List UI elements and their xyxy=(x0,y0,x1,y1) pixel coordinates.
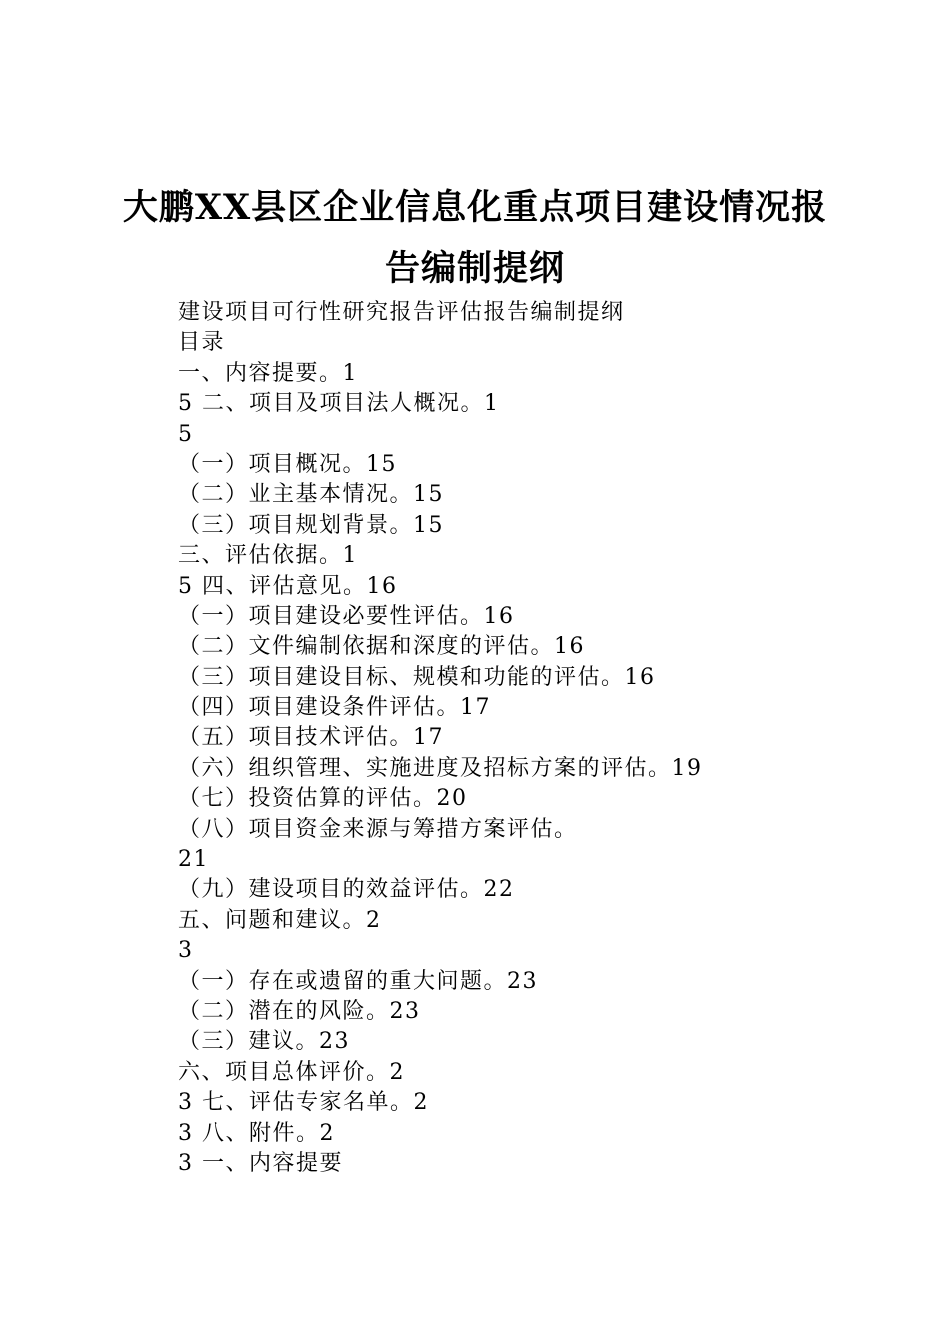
toc-line: （七）投资估算的评估。20 xyxy=(178,786,468,812)
toc-line: 5 二、项目及项目法人概况。1 xyxy=(178,391,500,417)
toc-line: 3 七、评估专家名单。2 xyxy=(178,1090,429,1116)
toc-line: 5 xyxy=(178,421,194,447)
toc-line: （三）建议。23 xyxy=(178,1029,350,1055)
toc-line: （五）项目技术评估。17 xyxy=(178,725,444,751)
toc-line: 3 一、内容提要 xyxy=(178,1150,343,1176)
toc-line: （六）组织管理、实施进度及招标方案的评估。19 xyxy=(178,755,703,781)
toc-heading: 目录 xyxy=(178,330,226,356)
toc-line: （四）项目建设条件评估。17 xyxy=(178,695,491,721)
toc-line: （三）项目规划背景。15 xyxy=(178,512,444,538)
toc-line: （一）存在或遗留的重大问题。23 xyxy=(178,968,538,994)
toc-line: （一）项目建设必要性评估。16 xyxy=(178,603,515,629)
document-title-line-1: 大鹏XX县区企业信息化重点项目建设情况报 xyxy=(122,187,828,228)
toc-line: （一）项目概况。15 xyxy=(178,451,397,477)
subtitle-line: 建设项目可行性研究报告评估报告编制提纲 xyxy=(178,300,625,325)
toc-line: 三、评估依据。1 xyxy=(178,543,358,569)
toc-line: 21 xyxy=(178,847,209,873)
toc-line: （九）建设项目的效益评估。22 xyxy=(178,877,515,903)
toc-line: （二）业主基本情况。15 xyxy=(178,482,444,508)
toc-line: （三）项目建设目标、规模和功能的评估。16 xyxy=(178,664,656,690)
toc-line: （二）潜在的风险。23 xyxy=(178,998,421,1024)
toc-line: 五、问题和建议。2 xyxy=(178,907,382,933)
toc-line: （八）项目资金来源与筹措方案评估。 xyxy=(178,816,578,842)
toc-line: （二）文件编制依据和深度的评估。16 xyxy=(178,634,585,660)
toc-line: 5 四、评估意见。16 xyxy=(178,573,398,599)
document-title-line-2: 告编制提纲 xyxy=(384,248,565,289)
toc-line: 3 八、附件。2 xyxy=(178,1120,335,1146)
table-of-contents xyxy=(178,298,878,1179)
toc-line: 六、项目总体评价。2 xyxy=(178,1059,405,1085)
toc-line: 一、内容提要。1 xyxy=(178,360,358,386)
toc-line: 3 xyxy=(178,938,194,964)
